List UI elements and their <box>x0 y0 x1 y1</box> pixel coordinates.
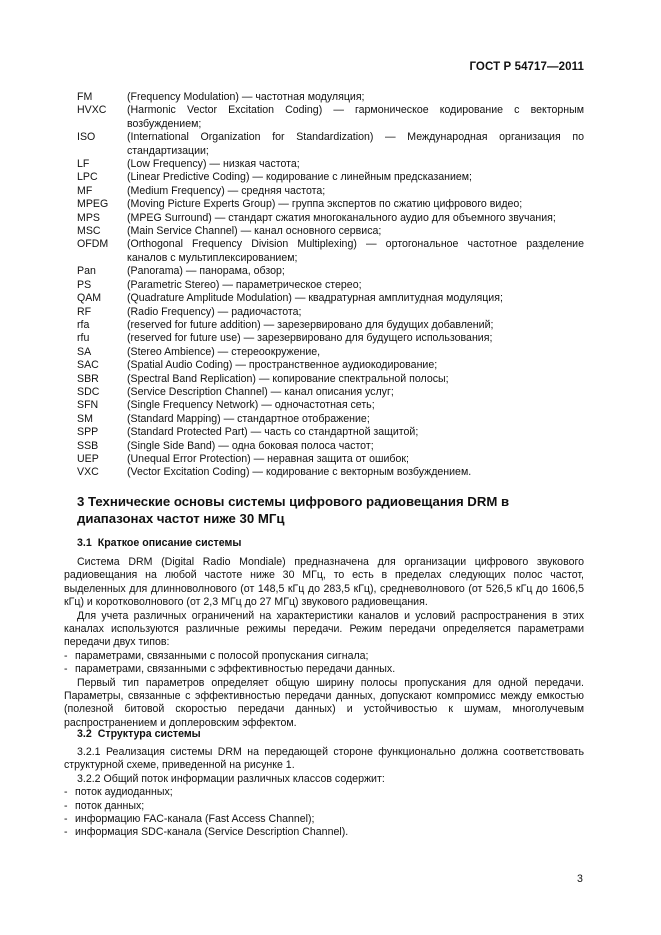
paragraph: 3.2.1 Реализация системы DRM на передающей стороне функционально должна соответствовать структурной схеме, приведенной на рисунке 1. <box>64 746 584 772</box>
list-item: - поток данных; <box>64 799 145 812</box>
abbreviation-row <box>77 265 584 278</box>
abbreviation-row <box>77 359 584 372</box>
abbreviation-definition: (MPEG Surround) — стандарт сжатия многоканального аудио для объемного звучания; <box>127 211 556 224</box>
abbreviation-definition: (Vector Excitation Coding) — кодирование с векторным возбуждением. <box>127 466 472 479</box>
abbreviation-term: OFDM <box>77 238 109 251</box>
abbreviation-definition: (Radio Frequency) — радиочастота; <box>127 305 302 318</box>
abbreviation-row <box>77 453 584 466</box>
abbreviation-term: rfa <box>77 318 90 331</box>
list-item: - информацию FAC-канала (Fast Access Channel); <box>64 813 315 826</box>
abbreviation-row <box>77 440 584 453</box>
abbreviation-term: RF <box>77 305 92 318</box>
abbreviation-term: ISO <box>77 131 96 144</box>
abbreviation-definition: (Parametric Stereo) — параметрическое стерео; <box>127 278 362 291</box>
abbreviation-definition: (Orthogonal Frequency Division Multiplexing) — ортогональное частотное разделение каналов с мультиплексированием; <box>127 238 584 264</box>
abbreviation-definition: (Moving Picture Experts Group) — группа экспертов по сжатию цифрового видео; <box>127 198 523 211</box>
abbreviation-row <box>77 413 584 426</box>
abbreviation-definition: (reserved for future use) — зарезервировано для будущего использования; <box>127 332 493 345</box>
abbreviation-term: SAC <box>77 359 99 372</box>
abbreviation-term: SDC <box>77 385 100 398</box>
subsection-3-1-number: 3.1 <box>77 537 92 549</box>
section-3-heading: 3 Технические основы системы цифрового радиовещания DRM в диапазонах частот ниже 30 МГц <box>77 494 510 526</box>
abbreviation-row <box>77 399 584 412</box>
abbreviation-row <box>77 104 584 131</box>
abbreviation-definition: (Stereo Ambience) — стереоокружение, <box>127 345 321 358</box>
abbreviation-term: SSB <box>77 439 99 452</box>
abbreviation-row <box>77 306 584 319</box>
abbreviation-definition: (Service Description Channel) — канал описания услуг; <box>127 385 394 398</box>
abbreviation-term: HVXC <box>77 104 107 117</box>
page-number: 3 <box>577 873 583 885</box>
standard-header: ГОСТ Р 54717—2011 <box>469 61 584 73</box>
abbreviation-definition: (International Organization for Standardization) — Международная организация по стандартизации; <box>127 131 584 157</box>
abbreviation-row <box>77 426 584 439</box>
abbreviation-definition: (Single Side Band) — одна боковая полоса частот; <box>127 439 374 452</box>
list-item: - информация SDC-канала (Service Description Channel). <box>64 826 349 839</box>
abbreviation-row <box>77 158 584 171</box>
abbreviation-row <box>77 171 584 184</box>
subsection-3-2-body <box>64 746 584 840</box>
abbreviation-definition: (Standard Protected Part) — часть со стандартной защитой; <box>127 426 419 439</box>
abbreviation-definition: (Panorama) — панорама, обзор; <box>127 265 285 278</box>
abbreviation-row <box>77 319 584 332</box>
abbreviation-definition: (Spatial Audio Coding) — пространственное аудиокодирование; <box>127 359 438 372</box>
abbreviation-row <box>77 185 584 198</box>
subsection-3-1-heading <box>77 537 241 549</box>
abbreviation-term: SA <box>77 345 92 358</box>
abbreviation-row <box>77 386 584 399</box>
abbreviation-definition: (reserved for future addition) — зарезервировано для будущих добавлений; <box>127 318 494 331</box>
abbreviation-definition: (Harmonic Vector Excitation Coding) — гармоническое кодирование с векторным возбуждением; <box>127 104 584 130</box>
subsection-3-1-body <box>64 556 584 730</box>
abbreviation-term: MF <box>77 184 93 197</box>
abbreviation-term: MPS <box>77 211 100 224</box>
abbreviation-definition: (Standard Mapping) — стандартное отображение; <box>127 412 370 425</box>
subsection-3-2-title: Структура системы <box>97 728 201 740</box>
abbreviation-definition: (Main Service Channel) — канал основного сервиса; <box>127 225 382 238</box>
abbreviation-definition: (Low Frequency) — низкая частота; <box>127 158 300 171</box>
abbreviation-row <box>77 373 584 386</box>
abbreviation-definition: (Unequal Error Protection) — неравная защита от ошибок; <box>127 452 409 465</box>
list-item: - параметрами, связанными с эффективностью передачи данных. <box>64 663 396 676</box>
subsection-3-1-title: Краткое описание системы <box>97 537 242 549</box>
paragraph: 3.2.2 Общий поток информации различных классов содержит: <box>77 772 385 785</box>
abbreviation-row <box>77 91 584 104</box>
subsection-3-2-heading <box>77 728 201 740</box>
paragraph: Для учета различных ограничений на характеристики каналов и условий распространения в этих каналах используются различные режимы передачи. Режим передачи определяется параметрами передачи двух типов: <box>64 609 584 649</box>
subsection-3-2-number: 3.2 <box>77 728 92 740</box>
abbreviation-term: QAM <box>77 292 102 305</box>
list-item: - поток аудиоданных; <box>64 786 173 799</box>
abbreviation-row <box>77 225 584 238</box>
abbreviation-term: FM <box>77 91 93 103</box>
abbreviation-term: MSC <box>77 225 101 238</box>
paragraph: Первый тип параметров определяет общую ширину полосы пропускания для одной передачи. Параметры, связанные с эффективностью передачи данных, допускают компромисс между емкостью (полезной битовой скоростью передачи данных) и устойчивостью к шумам, многолучевым распространением и доплеровским эффектом. <box>64 676 584 729</box>
abbreviation-term: LF <box>77 158 90 171</box>
abbreviation-definition: (Spectral Band Replication) — копирование спектральной полосы; <box>127 372 449 385</box>
abbreviation-row <box>77 466 584 479</box>
abbreviation-term: VXC <box>77 466 99 479</box>
abbreviation-definition: (Medium Frequency) — средняя частота; <box>127 184 326 197</box>
abbreviation-definition: (Linear Predictive Coding) — кодирование с линейным предсказанием; <box>127 171 472 184</box>
abbreviation-term: SBR <box>77 372 99 385</box>
abbreviation-term: SPP <box>77 426 99 439</box>
abbreviation-row <box>77 332 584 345</box>
abbreviation-term: PS <box>77 278 92 291</box>
abbreviation-row <box>77 238 584 265</box>
abbreviation-definition: (Frequency Modulation) — частотная модуляция; <box>127 91 365 103</box>
abbreviation-row <box>77 198 584 211</box>
abbreviation-row <box>77 279 584 292</box>
abbreviation-row <box>77 292 584 305</box>
abbreviation-row <box>77 212 584 225</box>
abbreviation-term: LPC <box>77 171 98 184</box>
abbreviation-term: SFN <box>77 399 99 412</box>
paragraph: Система DRM (Digital Radio Mondiale) предназначена для организации цифрового звукового радиовещания на любой частоте ниже 30 МГц, то есть в пределах следующих полос частот, выделенных для длинноволнового (от 148,5 кГц до 283,5 кГц), средневолнового (от 526,5 кГц до 1606,5 кГц) и коротковолнового (от 2,3 МГц до 27 МГц) звукового радиовещания. <box>64 556 584 609</box>
abbreviation-term: MPEG <box>77 198 109 211</box>
abbreviation-definition: (Quadrature Amplitude Modulation) — квадратурная амплитудная модуляция; <box>127 292 503 305</box>
abbreviation-term: UEP <box>77 452 99 465</box>
abbreviation-term: SM <box>77 412 93 425</box>
abbreviation-term: rfu <box>77 332 90 345</box>
abbreviations-list <box>77 91 584 480</box>
abbreviation-definition: (Single Frequency Network) — одночастотная сеть; <box>127 399 375 412</box>
list-item: - параметрами, связанными с полосой пропускания сигнала; <box>64 649 369 662</box>
abbreviation-term: Pan <box>77 265 96 278</box>
abbreviation-row <box>77 346 584 359</box>
abbreviation-row <box>77 131 584 158</box>
